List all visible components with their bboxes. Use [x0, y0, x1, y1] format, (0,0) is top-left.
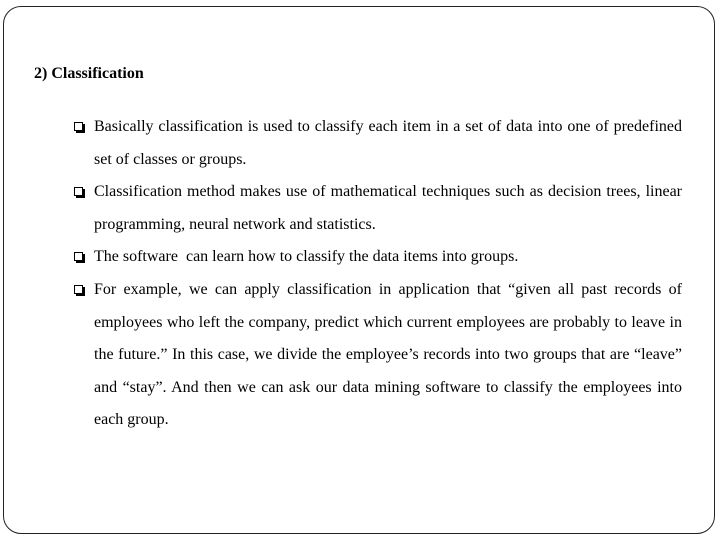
bullet-item-1	[72, 111, 682, 176]
bullet-text-1: Basically classification is used to classify each item in a set of data into one of predefined set of classes or groups.	[94, 118, 682, 168]
checkbox-square-icon	[74, 252, 83, 261]
slide-heading: 2) Classification	[34, 65, 144, 82]
bullet-item-4	[72, 274, 682, 437]
bullet-item-3	[72, 241, 682, 274]
bullet-text-3: The software can learn how to classify the data items into groups.	[94, 248, 519, 266]
bullet-item-2	[72, 176, 682, 241]
checkbox-square-icon	[74, 122, 83, 131]
slide-frame	[3, 6, 715, 534]
checkbox-square-icon	[74, 285, 83, 294]
bullet-list	[72, 111, 682, 437]
checkbox-square-icon	[74, 187, 83, 196]
bullet-text-4: For example, we can apply classification in application that “given all past records of employees who left the company, predict which current employees are probably to leave in the future.” In this case, we divide the employee’s records into two groups that are “leave” and “stay”. And then we can ask our data mining software to classify the employees into each group.	[94, 280, 682, 429]
bullet-text-2: Classification method makes use of mathematical techniques such as decision trees, linear programming, neural network and statistics.	[94, 183, 682, 233]
